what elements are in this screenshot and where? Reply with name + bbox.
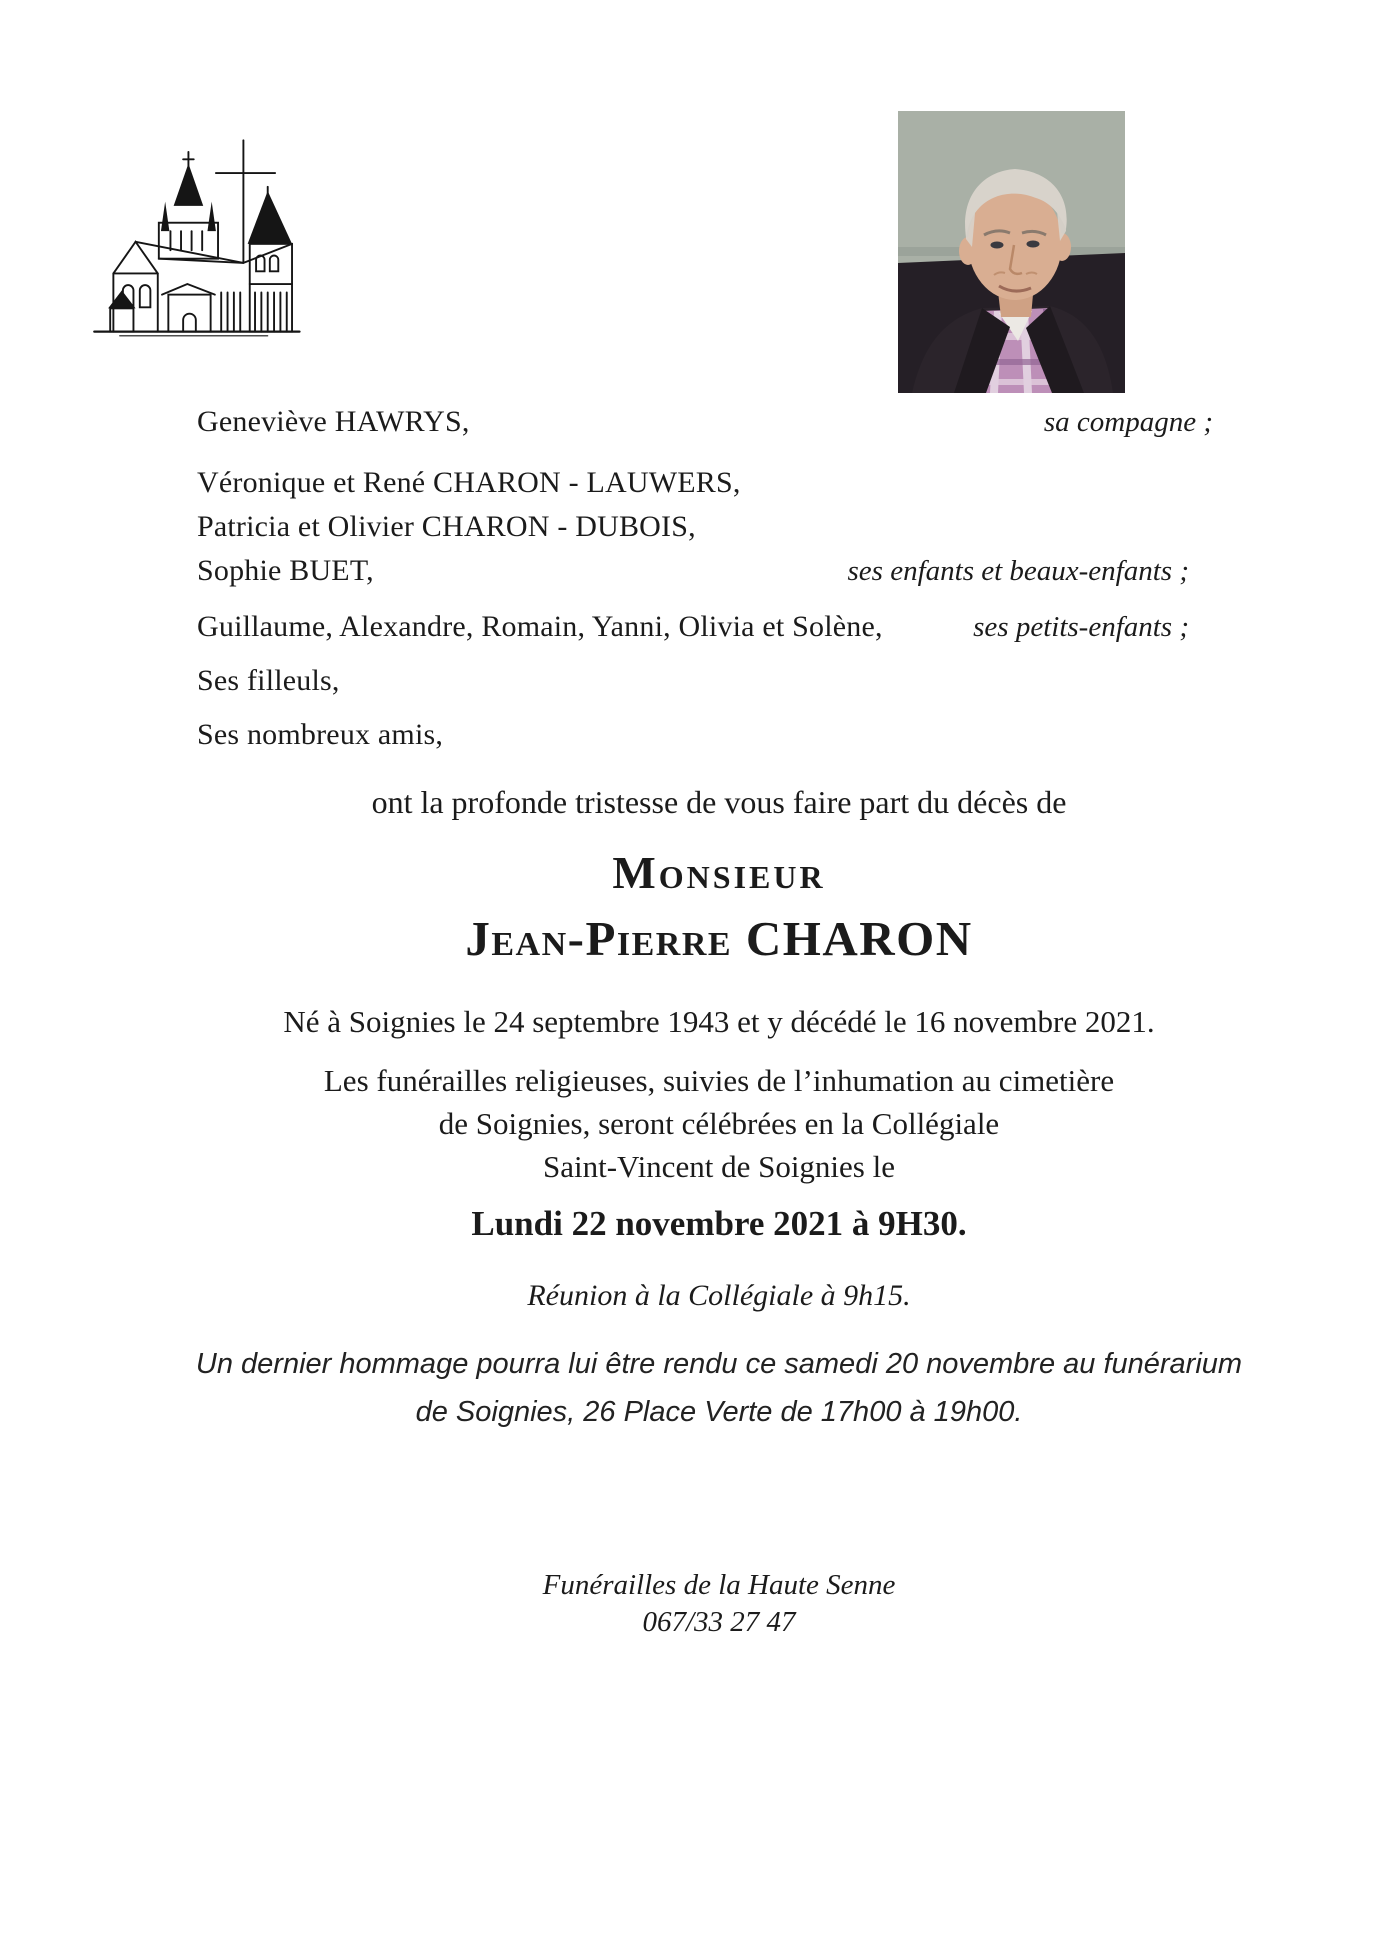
announcement-intro: ont la profonde tristesse de vous faire part du décès de — [371, 784, 1067, 820]
relationship-label: sa compagne ; — [1043, 406, 1213, 438]
relative-name: Ses filleuls, — [197, 664, 340, 697]
family-line — [197, 610, 1213, 644]
funeral-home-name: Funérailles de la Haute Senne — [542, 1569, 896, 1601]
relative-name: Sophie BUET, — [197, 554, 374, 587]
relative-name: Ses nombreux amis, — [197, 718, 444, 751]
ceremony-datetime: Lundi 22 novembre 2021 à 9H30. — [471, 1204, 967, 1243]
deceased-civility: Monsieur — [612, 847, 826, 898]
family-line — [197, 664, 1213, 698]
relative-name: Guillaume, Alexandre, Romain, Yanni, Olivia et Solène, — [197, 610, 883, 643]
funeral-home-phone: 067/33 27 47 — [642, 1606, 796, 1638]
birth-death-line: Né à Soignies le 24 septembre 1943 et y décédé le 16 novembre 2021. — [283, 1004, 1155, 1039]
deceased-first-name: Jean-Pierre — [465, 911, 733, 966]
family-line — [197, 466, 1213, 500]
funeral-details-line: Saint-Vincent de Soignies le — [543, 1149, 895, 1184]
relative-name: Geneviève HAWRYS, — [197, 405, 470, 438]
church-illustration — [88, 126, 310, 348]
family-line — [197, 718, 1213, 752]
deceased-last-name: CHARON — [745, 911, 973, 966]
relative-name: Véronique et René CHARON - LAUWERS, — [197, 466, 741, 499]
relationship-label: ses petits-enfants ; — [973, 611, 1189, 643]
family-line — [197, 554, 1213, 588]
funeral-details-line: de Soignies, seront célébrées en la Collégiale — [438, 1106, 1000, 1141]
family-line — [197, 405, 1213, 439]
deceased-name — [60, 910, 1378, 967]
homage-line: Un dernier hommage pourra lui être rendu ce samedi 20 novembre au funérarium — [195, 1348, 1243, 1380]
church-line-art-icon — [88, 126, 310, 348]
relationship-label: ses enfants et beaux-enfants ; — [847, 555, 1189, 587]
homage-line: de Soignies, 26 Place Verte de 17h00 à 19h00. — [415, 1396, 1023, 1428]
relative-name: Patricia et Olivier CHARON - DUBOIS, — [197, 510, 696, 543]
funeral-details-line: Les funérailles religieuses, suivies de l’inhumation au cimetière — [323, 1063, 1115, 1098]
portrait-photo — [898, 111, 1125, 393]
family-line — [197, 510, 1213, 544]
meeting-line: Réunion à la Collégiale à 9h15. — [527, 1279, 911, 1312]
